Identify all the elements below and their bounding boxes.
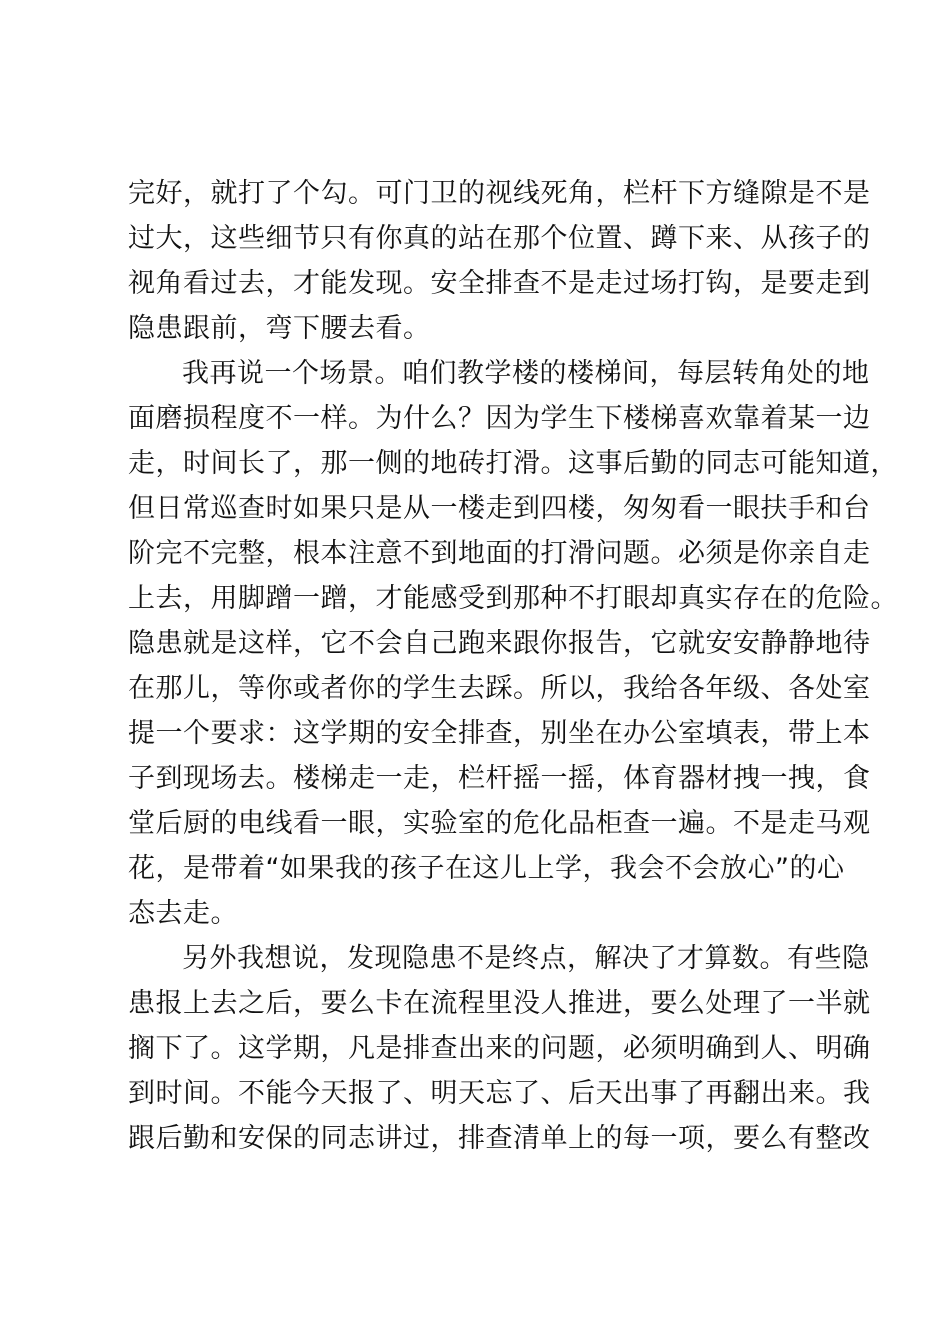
- text-line: 子到现场去。楼梯走一走，栏杆摇一摇，体育器材拽一拽，食: [128, 763, 871, 794]
- text-line: 走，时间长了，那一侧的地砖打滑。这事后勤的同志可能知道，: [128, 448, 898, 479]
- text-line: 面磨损程度不一样。为什么？因为学生下楼梯喜欢靠着某一边: [128, 403, 871, 434]
- paragraph-start-line: 另外我想说，发现隐患不是终点，解决了才算数。有些隐: [182, 943, 870, 974]
- text-line: 上去，用脚蹭一蹭，才能感受到那种不打眼却真实存在的危险。: [128, 583, 898, 614]
- text-line: 阶完不完整，根本注意不到地面的打滑问题。必须是你亲自走: [128, 538, 871, 569]
- text-line: 但日常巡查时如果只是从一楼走到四楼，匆匆看一眼扶手和台: [128, 493, 871, 524]
- body-text: [128, 171, 898, 1161]
- paragraph-start-line: 我再说一个场景。咱们教学楼的楼梯间，每层转角处的地: [182, 358, 870, 389]
- text-line: 过大，这些细节只有你真的站在那个位置、蹲下来、从孩子的: [128, 223, 871, 254]
- text-line: 患报上去之后，要么卡在流程里没人推进，要么处理了一半就: [128, 988, 871, 1019]
- text-line: 到时间。不能今天报了、明天忘了、后天出事了再翻出来。我: [128, 1078, 871, 1109]
- text-line: 提一个要求：这学期的安全排查，别坐在办公室填表，带上本: [128, 718, 871, 749]
- text-line: 隐患就是这样，它不会自己跑来跟你报告，它就安安静静地待: [128, 628, 871, 659]
- text-line: 在那儿，等你或者你的学生去踩。所以，我给各年级、各处室: [128, 673, 871, 704]
- text-line: 堂后厨的电线看一眼，实验室的危化品柜查一遍。不是走马观: [128, 808, 871, 839]
- text-line: 跟后勤和安保的同志讲过，排查清单上的每一项，要么有整改: [128, 1123, 871, 1154]
- text-line: 花，是带着“如果我的孩子在这儿上学，我会不会放心”的心: [128, 853, 845, 884]
- text-line: 态去走。: [128, 898, 238, 929]
- text-line: 搁下了。这学期，凡是排查出来的问题，必须明确到人、明确: [128, 1033, 871, 1064]
- text-line: 视角看过去，才能发现。安全排查不是走过场打钩，是要走到: [128, 268, 871, 299]
- text-line: 隐患跟前，弯下腰去看。: [128, 313, 431, 344]
- text-line: 完好，就打了个勾。可门卫的视线死角，栏杆下方缝隙是不是: [128, 178, 871, 209]
